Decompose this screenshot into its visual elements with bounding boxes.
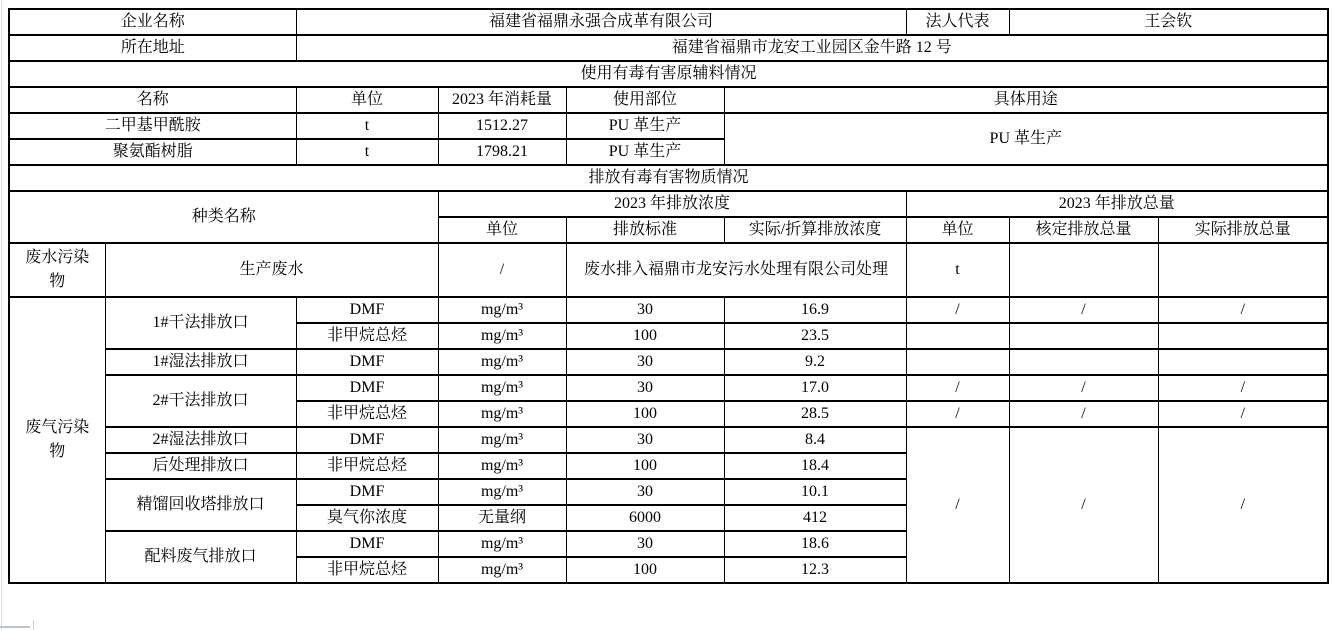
company-name-label: 企业名称 [9, 9, 296, 35]
disclosure-table [8, 8, 1329, 584]
gas-unit: mg/m³ [438, 479, 566, 505]
gas-total-approved [1009, 323, 1158, 349]
gas-species: 非甲烷总烃 [296, 323, 438, 349]
gas-unit: mg/m³ [438, 349, 566, 375]
page-edge-artifact [33, 620, 34, 630]
company-name-value: 福建省福鼎永强合成革有限公司 [296, 9, 906, 35]
material-part: PU 革生产 [566, 113, 724, 139]
address-row [9, 35, 1328, 61]
gas-unit: mg/m³ [438, 375, 566, 401]
gas-actual: 23.5 [724, 323, 906, 349]
gas-actual: 18.6 [724, 531, 906, 557]
gas-merged-total-actual: / [1158, 427, 1328, 583]
gas-actual: 18.4 [724, 453, 906, 479]
gas-outlet: 后处理排放口 [105, 453, 296, 479]
gas-total-actual: / [1158, 401, 1328, 427]
gas-total-approved [1009, 349, 1158, 375]
gas-actual: 28.5 [724, 401, 906, 427]
gas-total-unit: / [906, 401, 1009, 427]
gas-unit: mg/m³ [438, 297, 566, 323]
gas-std: 6000 [566, 505, 724, 531]
company-name-row [9, 9, 1328, 35]
gas-unit: 无量纲 [438, 505, 566, 531]
material-amount: 1798.21 [438, 139, 566, 165]
emissions-section-title-row [9, 165, 1328, 191]
gas-std: 30 [566, 297, 724, 323]
emissions-header-total-approved: 核定排放总量 [1009, 217, 1158, 243]
gas-unit: mg/m³ [438, 453, 566, 479]
wastewater-unit: / [438, 243, 566, 297]
gas-total-unit [906, 323, 1009, 349]
gas-std: 30 [566, 375, 724, 401]
page-edge-artifact [0, 626, 30, 628]
gas-outlet: 2#干法排放口 [105, 375, 296, 427]
materials-header-use: 具体用途 [724, 87, 1328, 113]
gas-outlet: 1#干法排放口 [105, 297, 296, 349]
gas-std: 100 [566, 401, 724, 427]
gas-species: 非甲烷总烃 [296, 453, 438, 479]
gas-row [9, 427, 1328, 453]
material-name: 聚氨酯树脂 [9, 139, 296, 165]
gas-std: 100 [566, 453, 724, 479]
gas-species: DMF [296, 479, 438, 505]
gas-species: 臭气你浓度 [296, 505, 438, 531]
material-unit: t [296, 139, 438, 165]
material-part: PU 革生产 [566, 139, 724, 165]
emissions-section-title: 排放有毒有害物质情况 [9, 165, 1328, 191]
gas-outlet: 2#湿法排放口 [105, 427, 296, 453]
gas-std: 30 [566, 531, 724, 557]
material-name: 二甲基甲酰胺 [9, 113, 296, 139]
gas-species: DMF [296, 297, 438, 323]
gas-species: DMF [296, 427, 438, 453]
materials-section-title-row [9, 61, 1328, 87]
gas-total-unit: / [906, 375, 1009, 401]
legal-rep-label: 法人代表 [906, 9, 1009, 35]
material-row [9, 113, 1328, 139]
wastewater-disposal: 废水排入福鼎市龙安污水处理有限公司处理 [566, 243, 906, 297]
wastewater-row [9, 243, 1328, 297]
gas-std: 30 [566, 479, 724, 505]
gas-actual: 12.3 [724, 557, 906, 583]
gas-species: DMF [296, 349, 438, 375]
gas-outlet: 精馏回收塔排放口 [105, 479, 296, 531]
material-amount: 1512.27 [438, 113, 566, 139]
material-shared-use: PU 革生产 [724, 113, 1328, 165]
address-value: 福建省福鼎市龙安工业园区金牛路 12 号 [296, 35, 1328, 61]
gas-total-actual [1158, 349, 1328, 375]
emissions-header-conc: 2023 年排放浓度 [438, 191, 906, 217]
emissions-header-conc-actual: 实际/折算排放浓度 [724, 217, 906, 243]
gas-total-actual: / [1158, 297, 1328, 323]
gas-actual: 9.2 [724, 349, 906, 375]
emissions-header-row-1 [9, 191, 1328, 217]
emissions-header-total-actual: 实际排放总量 [1158, 217, 1328, 243]
emissions-header-species: 种类名称 [9, 191, 438, 243]
gas-unit: mg/m³ [438, 427, 566, 453]
gas-outlet: 配料废气排放口 [105, 531, 296, 583]
gas-category: 废气污染物 [9, 297, 105, 583]
gas-total-approved: / [1009, 297, 1158, 323]
gas-merged-total-approved: / [1009, 427, 1158, 583]
gas-species: 非甲烷总烃 [296, 557, 438, 583]
gas-species: DMF [296, 531, 438, 557]
gas-unit: mg/m³ [438, 557, 566, 583]
gas-actual: 17.0 [724, 375, 906, 401]
emissions-header-total-unit: 单位 [906, 217, 1009, 243]
gas-species: DMF [296, 375, 438, 401]
material-unit: t [296, 113, 438, 139]
wastewater-total-approved [1009, 243, 1158, 297]
emissions-header-conc-std: 排放标准 [566, 217, 724, 243]
gas-row [9, 375, 1328, 401]
gas-actual: 10.1 [724, 479, 906, 505]
gas-std: 30 [566, 427, 724, 453]
materials-header-amount: 2023 年消耗量 [438, 87, 566, 113]
gas-unit: mg/m³ [438, 401, 566, 427]
gas-total-unit [906, 349, 1009, 375]
gas-std: 100 [566, 323, 724, 349]
gas-total-actual [1158, 323, 1328, 349]
wastewater-name: 生产废水 [105, 243, 438, 297]
wastewater-total-actual [1158, 243, 1328, 297]
materials-header-unit: 单位 [296, 87, 438, 113]
materials-section-title: 使用有毒有害原辅料情况 [9, 61, 1328, 87]
gas-actual: 16.9 [724, 297, 906, 323]
gas-row [9, 297, 1328, 323]
gas-unit: mg/m³ [438, 323, 566, 349]
materials-header-part: 使用部位 [566, 87, 724, 113]
gas-total-approved: / [1009, 375, 1158, 401]
wastewater-category: 废水污染物 [9, 243, 105, 297]
emissions-header-total: 2023 年排放总量 [906, 191, 1328, 217]
gas-actual: 412 [724, 505, 906, 531]
emissions-header-conc-unit: 单位 [438, 217, 566, 243]
legal-rep-value: 王会钦 [1009, 9, 1328, 35]
wastewater-total-unit: t [906, 243, 1009, 297]
gas-merged-total-unit: / [906, 427, 1009, 583]
materials-header-name: 名称 [9, 87, 296, 113]
page-edge-artifact [1, 0, 2, 630]
gas-outlet: 1#湿法排放口 [105, 349, 296, 375]
gas-std: 100 [566, 557, 724, 583]
gas-total-approved: / [1009, 401, 1158, 427]
gas-total-actual: / [1158, 375, 1328, 401]
address-label: 所在地址 [9, 35, 296, 61]
gas-row [9, 349, 1328, 375]
gas-total-unit: / [906, 297, 1009, 323]
materials-header-row [9, 87, 1328, 113]
gas-unit: mg/m³ [438, 531, 566, 557]
gas-std: 30 [566, 349, 724, 375]
gas-species: 非甲烷总烃 [296, 401, 438, 427]
gas-actual: 8.4 [724, 427, 906, 453]
